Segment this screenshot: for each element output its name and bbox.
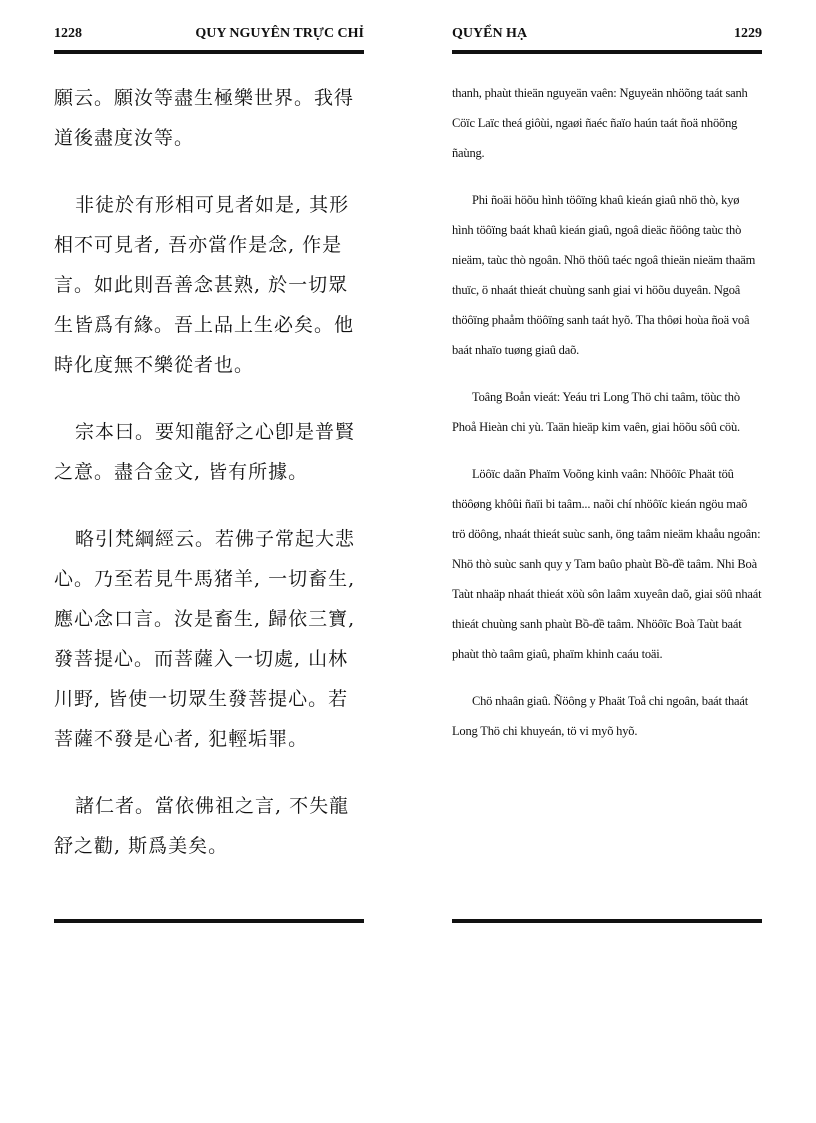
left-page [54,0,364,857]
right-paragraph-5: Chö nhaân giaû. Ñöông y Phaät Toå chi ngoân, baát thaát Long Thö chi khuyeán, tö vi myõ hyõ. [452,694,749,738]
right-page-number: 1229 [734,26,762,41]
left-paragraph-2: 非徒於有形相可見者如是, 其形相不可見者, 吾亦當作是念, 作是言。如此則吾善念甚熟, 於一切眾生皆爲有緣。吾上品上生必矣。他時化度無不樂從者也。 [54,194,355,376]
right-page [452,0,762,738]
left-page-number: 1228 [54,26,82,41]
right-page-header [452,26,762,52]
right-footer-rule [452,919,762,923]
left-paragraph-3: 宗本曰。要知龍舒之心卽是普賢之意。盡合金文, 皆有所據。 [54,421,356,483]
right-paragraph-2: Phi ñoäi höõu hình töôïng khaû kieán giaû nhö thò, kyø hình töôïng baát khaû kieán giaû, ngoâ dieäc ñöông taùc thò nieäm, taùc thò ngoân. Nhö thöû taéc ngoâ thieän nieäm thaäm thuïc, ö nhaát thieát chuùng sanh giai vi höõu duyeân. Ngoâ thöôïng phaåm thöôïng sanh taát hyõ. Tha thôøi hoùa ñoä voâ baát nhaïo tuøng giaû daõ. [452,193,756,357]
right-paragraph-4: Löôïc daãn Phaïm Voõng kinh vaân: Nhöôïc Phaät töû thöôøng khôûi ñaïi bi taâm... naõi chí nhöôïc kieán ngöu maõ trö döông, nhaát thieát suùc sanh, öng taâm nieäm khaåu ngoân: Nhö thò suùc sanh quy y Tam baûo phaùt Bồ-đề taâm. Nhi Boà Taùt nhaäp nhaát thieát xöù sôn laâm xuyeân daõ, giai söû nhaát thieát chuùng sanh phaùt Bồ-đề taâm. Nhöôïc Boà Taùt baát phaùt thò taâm giaû, phaïm khinh caáu toäi. [452,467,762,661]
right-page-body [452,78,762,763]
right-header-rule [452,50,762,54]
left-header-rule [54,50,364,54]
left-paragraph-5: 諸仁者。當依佛祖之言, 不失龍舒之勸, 斯爲美矣。 [54,795,350,857]
left-page-header [54,26,364,52]
left-page-body [54,78,364,893]
right-paragraph-3: Toâng Boån vieát: Yeáu tri Long Thö chi taâm, töùc thò Phoå Hieàn chi yù. Taän hieäp kim vaên, giai höõu sôû cöù. [452,390,740,434]
left-running-title: QUY NGUYÊN TRỰC CHỈ [195,26,364,41]
left-footer-rule [54,919,364,923]
left-paragraph-1: 願云。願汝等盡生極樂世界。我得道後盡度汝等。 [54,87,355,149]
left-paragraph-4: 略引梵綱經云。若佛子常起大悲心。乃至若見牛馬猪羊, 一切畜生, 應心念口言。汝是畜生, 歸依三寶, 發菩提心。而菩薩入一切處, 山林川野, 皆使一切眾生發菩提心。若菩薩不發是心者, 犯輕垢罪。 [54,528,356,750]
right-running-title: QUYỂN HẠ [452,26,528,41]
right-paragraph-1: thanh, phaùt thieän nguyeän vaên: Nguyeän nhöõng taát sanh Cöïc Laïc theá giôùi, ngaøi ñaéc ñaïo haún taát ñoä nhöõng ñaùng. [452,86,748,160]
